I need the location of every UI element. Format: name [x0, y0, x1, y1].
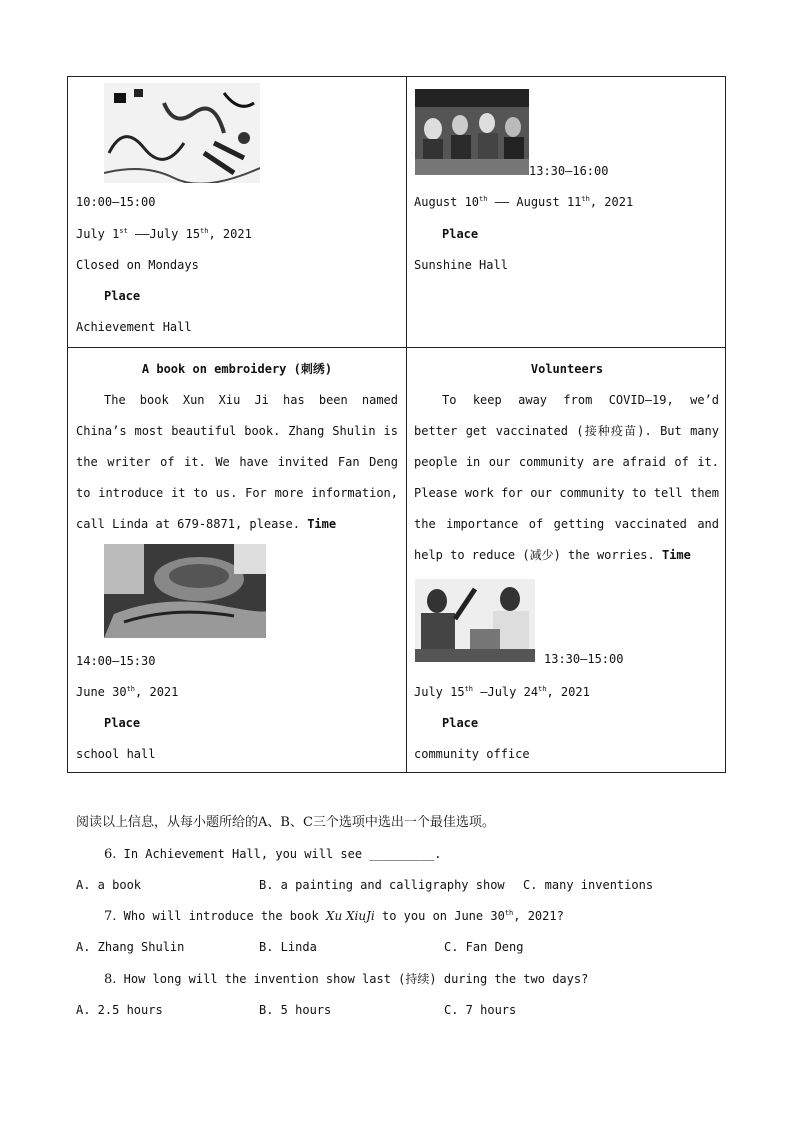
- br-time: 13:30—15:00: [544, 652, 624, 666]
- br-place-label: Place: [442, 716, 479, 730]
- br-text: To keep away from COVID—19, we’d better get vaccinated (接种疫苗). But many people in our community are afraid of it. Please work for our community to tell them the importance of getting vaccinated and help to reduce (减少) the worries. Time: [414, 393, 719, 562]
- card-top-left: [68, 77, 406, 347]
- invention-show-photo: [415, 89, 529, 175]
- q6-option-a[interactable]: A. a book: [76, 878, 142, 892]
- q8-option-a[interactable]: A. 2.5 hours: [76, 1003, 163, 1017]
- bl-place: school hall: [76, 747, 156, 761]
- tl-place: Achievement Hall: [76, 320, 192, 334]
- bl-text: The book Xun Xiu Ji has been named China’s most beautiful book. Zhang Shulin is the writer of it. We have invited Fan Deng to introduce it to us. For more information, call Linda at 679-8871, please. Time: [76, 393, 398, 531]
- card-top-right: [407, 77, 727, 347]
- card-bottom-left: [68, 348, 406, 773]
- bl-time-label: Time: [307, 517, 337, 531]
- card-bottom-right: [407, 348, 727, 773]
- tr-date: August 10th —— August 11th, 2021: [414, 195, 634, 209]
- bl-title: A book on embroidery (刺绣): [141, 362, 333, 376]
- q7-option-b[interactable]: B. Linda: [259, 940, 317, 954]
- br-place: community office: [414, 747, 530, 761]
- tl-closed: Closed on Mondays: [76, 258, 199, 272]
- tr-place: Sunshine Hall: [414, 258, 508, 272]
- tr-time: 13:30—16:00: [529, 164, 609, 178]
- tr-place-label: Place: [442, 227, 479, 241]
- question-7: 7. Who will introduce the book Xu XiuJi to you on June 30th, 2021?: [104, 909, 564, 924]
- br-date: July 15th —July 24th, 2021: [414, 685, 590, 699]
- bl-time: 14:00—15:30: [76, 654, 156, 668]
- q8-option-c[interactable]: C. 7 hours: [444, 1003, 517, 1017]
- volunteers-photo: [415, 579, 535, 662]
- tl-place-label: Place: [104, 289, 141, 303]
- bl-place-label: Place: [104, 716, 141, 730]
- q7-option-a[interactable]: A. Zhang Shulin: [76, 940, 185, 954]
- bl-date: June 30th, 2021: [76, 685, 179, 699]
- br-time-label: Time: [661, 548, 691, 562]
- q8-option-b[interactable]: B. 5 hours: [259, 1003, 332, 1017]
- question-6: 6. In Achievement Hall, you will see _________.: [104, 847, 442, 862]
- br-title: Volunteers: [530, 362, 604, 376]
- q6-option-b[interactable]: B. a painting and calligraphy show: [259, 878, 505, 892]
- q6-option-c[interactable]: C. many inventions: [523, 878, 654, 892]
- info-table: [67, 76, 726, 773]
- embroidery-book-photo: [104, 544, 266, 638]
- tl-date: July 1st ——July 15th, 2021: [76, 227, 252, 241]
- q7-option-c[interactable]: C. Fan Deng: [444, 940, 524, 954]
- instructions: 阅读以上信息，从每小题所给的A、B、C三个选项中选出一个最佳选项。: [76, 815, 495, 830]
- tl-time: 10:00—15:00: [76, 195, 156, 209]
- calligraphy-photo: [104, 83, 260, 183]
- question-8: 8. How long will the invention show last (持续) during the two days?: [104, 972, 589, 987]
